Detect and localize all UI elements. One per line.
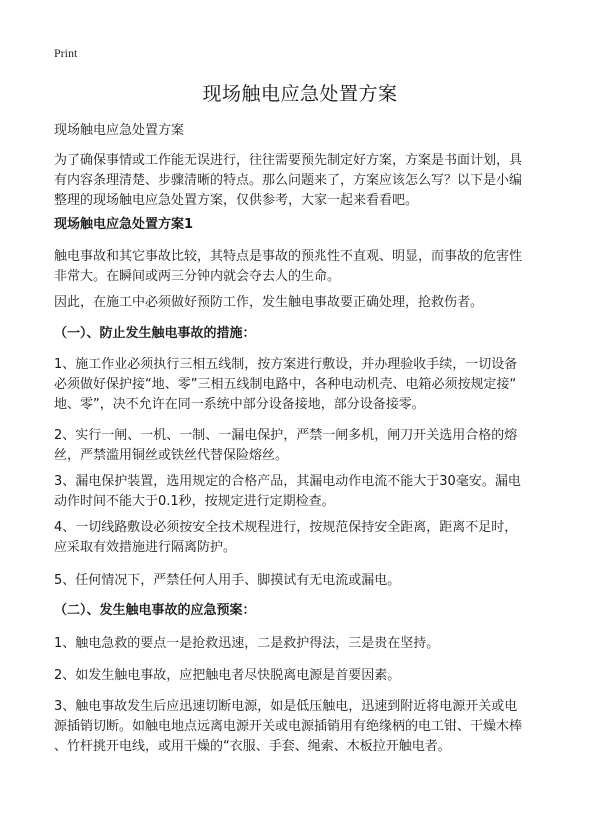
- intro-line: 为了确保事情或工作能无误进行，往往需要预先制定好方案，方案是书面计划，具: [54, 153, 523, 168]
- paragraph-1: [54, 247, 554, 287]
- document-subtitle: 现场触电应急处置方案: [54, 123, 185, 138]
- heading-prevention: （一）、防止发生触电事故的措施：: [54, 326, 256, 341]
- item-line: 3、触电事故发生后应迅速切断电源，如是低压触电，迅速到附近将电源开关或电: [54, 699, 518, 714]
- item-line: 2、实行一闸、一机、一制、一漏电保护，严禁一闸多机，闸刀开关选用合格的熔: [54, 428, 518, 443]
- item-line: 1、施工作业必须执行三相五线制，按方案进行敷设，并办理验收手续，一切设备: [54, 357, 518, 372]
- print-label[interactable]: Print: [54, 46, 78, 60]
- intro-paragraph: [54, 151, 554, 211]
- item-line: 3、漏电保护装置，选用规定的合格产品，其漏电动作电流不能大于30毫安。漏电: [54, 474, 521, 489]
- plan-item-1: 1、触电急救的要点一是抢救迅速，二是救护得法，三是贵在坚持。: [54, 636, 440, 651]
- paragraph-line: 触电事故和其它事故比较，其特点是事故的预兆性不直观、明显，而事故的危害性: [54, 249, 523, 264]
- intro-line: 整理的现场触电应急处置方案，仅供参考，大家一起来看看吧。: [54, 193, 419, 208]
- item-line: 必须做好保护接“地、零”三相五线制电路中，各种电动机壳、电箱必须按规定接“: [54, 377, 517, 392]
- section1-heading: 现场触电应急处置方案1: [54, 217, 194, 232]
- measure-item-2: [54, 426, 554, 466]
- heading-emergency-plan: （二）、发生触电事故的应急预案：: [54, 603, 256, 618]
- plan-item-3: [54, 697, 554, 757]
- measure-item-1: [54, 355, 554, 415]
- item-line: 、竹杆挑开电线，或用干燥的“衣服、手套、绳索、木板拉开触电者。: [54, 739, 451, 754]
- intro-line: 有内容条理清楚、步骤清晰的特点。那么问题来了，方案应该怎么写？以下是小编: [54, 173, 523, 188]
- measure-item-3: [54, 472, 554, 512]
- item-line: 地、零”，决不允许在同一系统中部分设备接地，部分设备接零。: [54, 397, 425, 412]
- item-line: 应采取有效措施进行隔离防护。: [54, 540, 237, 555]
- measure-item-4: [54, 518, 554, 558]
- measure-item-5: 5、任何情况下，严禁任何人用手、脚摸试有无电流或漏电。: [54, 573, 401, 588]
- plan-item-2: 2、如发生触电事故，应把触电者尽快脱离电源是首要因素。: [54, 668, 401, 683]
- item-line: 动作时间不能大于0.1秒，按规定进行定期检查。: [54, 494, 335, 509]
- item-line: 4、一切线路敷设必须按安全技术规程进行，按规范保持安全距离，距离不足时，: [54, 520, 518, 535]
- item-line: 丝，严禁滥用铜丝或铁丝代替保险熔丝。: [54, 448, 289, 463]
- paragraph-line: 非常大。在瞬间或两三分钟内就会夺去人的生命。: [54, 269, 341, 284]
- paragraph-2: 因此，在施工中必须做好预防工作，发生触电事故要正确处理，抢救伤者。: [54, 295, 484, 310]
- document-title: 现场触电应急处置方案: [202, 83, 398, 105]
- item-line: 源插销切断。如触电地点远离电源开关或电源插销用有绝缘柄的电工钳、干燥木棒: [54, 719, 523, 734]
